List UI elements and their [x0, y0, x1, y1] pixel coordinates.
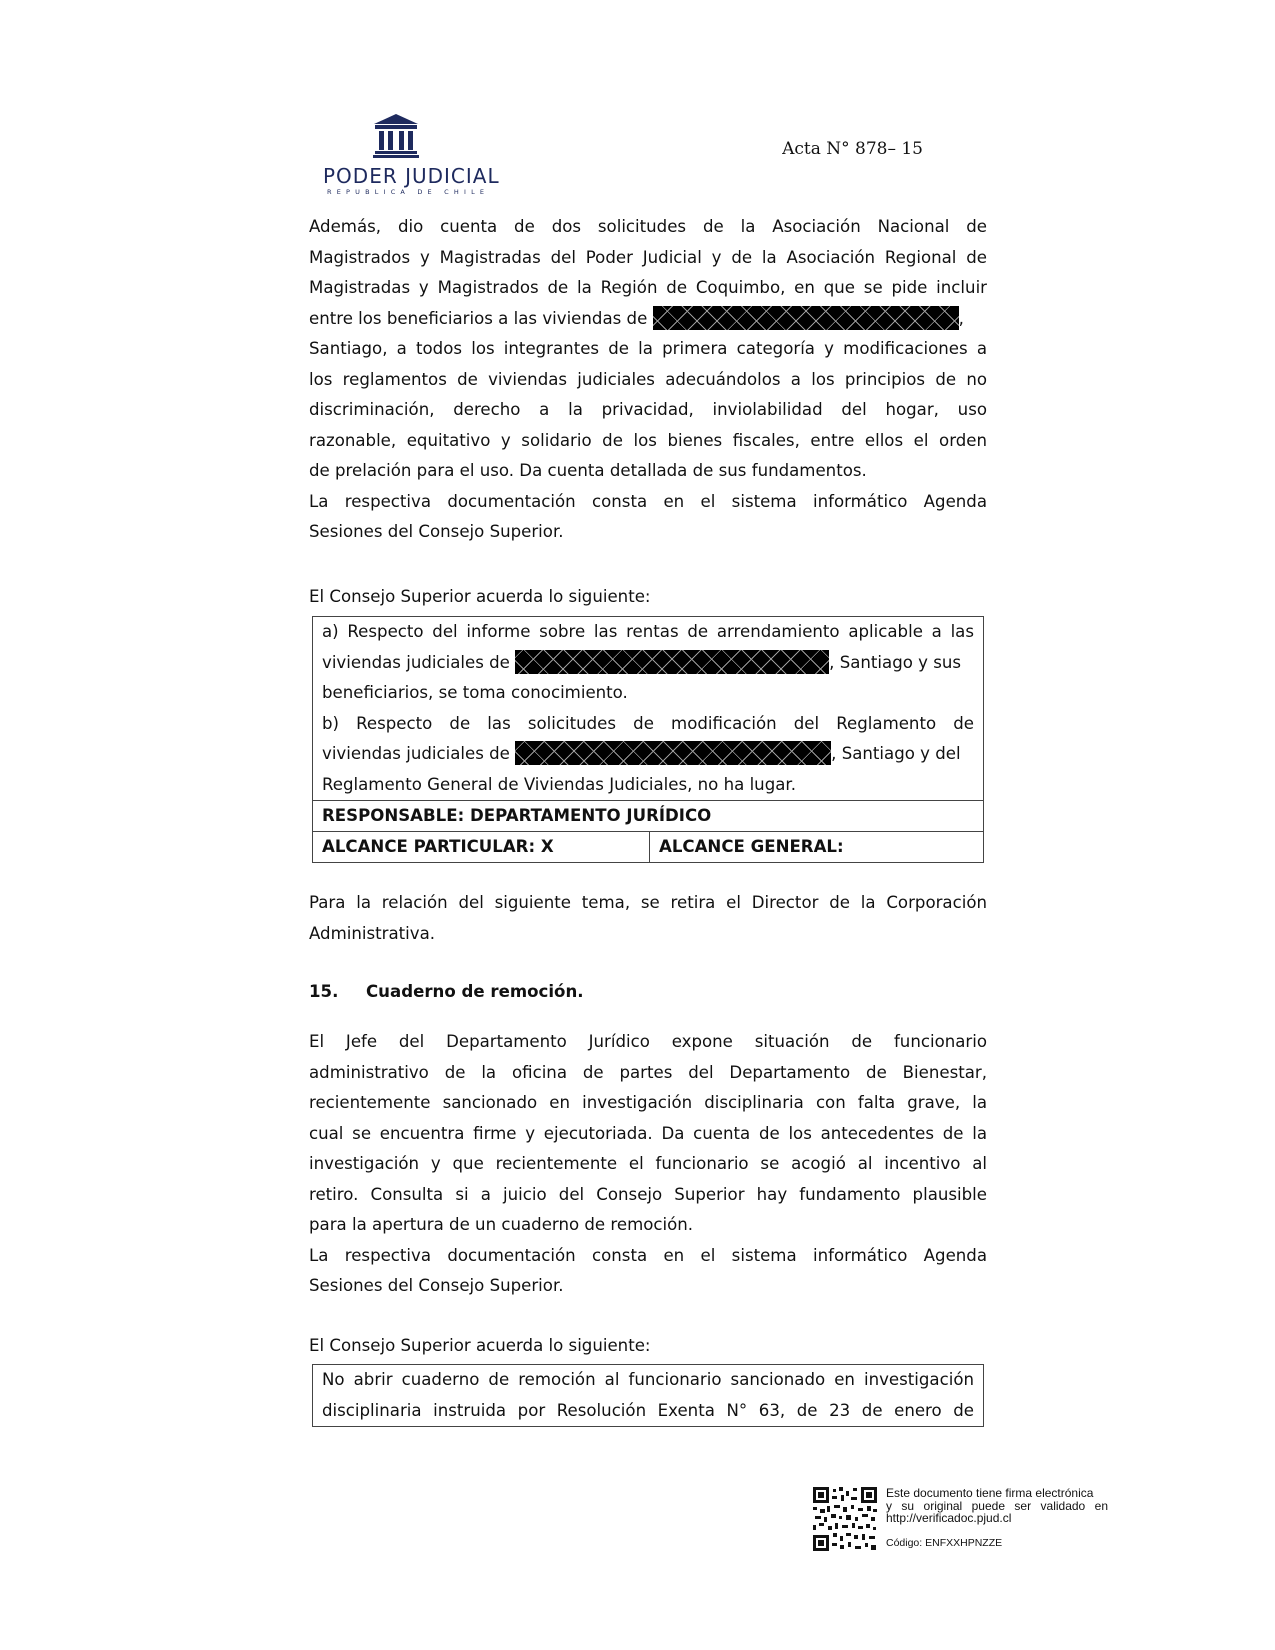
alcance-row	[313, 831, 983, 862]
text-line: Además, dio cuenta de dos solicitudes de la Asociación Nacional de	[309, 217, 987, 236]
text-line: El Jefe del Departamento Jurídico expone situación de funcionario	[309, 1032, 987, 1051]
text-line	[322, 739, 974, 770]
text-fragment: , Santiago y sus	[829, 652, 962, 672]
text-fragment: , Santiago y del	[831, 744, 961, 763]
poder-judicial-logo	[309, 112, 509, 200]
section-15-paragraph	[309, 1027, 987, 1302]
text-line: beneficiarios, se toma conocimiento.	[322, 683, 628, 702]
text-line: disciplinaria instruida por Resolución Exenta N° 63, de 23 de enero de	[322, 1400, 974, 1420]
text-line: recientemente sancionado en investigación disciplinaria con falta grave, la	[309, 1093, 987, 1112]
text-line: Magistrados y Magistradas del Poder Judicial y de la Asociación Regional de	[309, 247, 987, 267]
intro-paragraph	[309, 212, 987, 548]
section-heading	[309, 982, 584, 1001]
agreement-body	[313, 617, 983, 800]
text-line: administrativo de la oficina de partes del Departamento de Bienestar,	[309, 1062, 987, 1082]
text-line: a) Respecto del informe sobre las rentas de arrendamiento aplicable a las	[322, 622, 974, 641]
verification-line: y su original puede ser validado en	[886, 1498, 1108, 1513]
text-line: El Consejo Superior acuerda lo siguiente:	[309, 587, 651, 606]
section-number: 15.	[309, 982, 339, 1001]
text-line: cual se encuentra firme y ejecutoriada. Da cuenta de los antecedentes de la	[309, 1123, 987, 1143]
text-fragment: entre los beneficiarios a las viviendas de	[309, 308, 648, 328]
agreement-box-1	[312, 616, 984, 863]
qr-code-icon	[813, 1487, 877, 1551]
text-line: Santiago, a todos los integrantes de la primera categoría y modificaciones a	[309, 339, 987, 358]
text-line: El Consejo Superior acuerda lo siguiente:	[309, 1336, 651, 1355]
agreement-box-2	[312, 1364, 984, 1427]
courthouse-icon	[371, 112, 421, 158]
redaction-block	[515, 741, 831, 765]
text-line: No abrir cuaderno de remoción al funcionario sancionado en investigación	[322, 1370, 974, 1389]
text-fragment: viviendas judiciales de	[322, 652, 510, 672]
text-line: Sesiones del Consejo Superior.	[309, 522, 564, 541]
text-line: La respectiva documentación consta en el sistema informático Agenda	[309, 491, 987, 511]
alcance-particular: ALCANCE PARTICULAR: X	[313, 832, 650, 862]
logo-title: PODER JUDICIAL	[323, 164, 500, 188]
text-line	[322, 648, 974, 679]
retiro-paragraph	[309, 888, 987, 949]
verification-link[interactable]: http://verificadoc.pjud.cl	[886, 1511, 1012, 1525]
verification-footer	[813, 1487, 1113, 1557]
alcance-general: ALCANCE GENERAL:	[659, 837, 844, 856]
redaction-block	[653, 306, 959, 330]
text-fragment: viviendas judiciales de	[322, 744, 510, 763]
text-line: Para la relación del siguiente tema, se retira el Director de la Corporación	[309, 893, 987, 912]
responsable-value: : DEPARTAMENTO JURÍDICO	[457, 806, 712, 825]
responsable-row	[313, 800, 983, 831]
text-line: b) Respecto de las solicitudes de modificación del Reglamento de	[322, 713, 974, 733]
text-line: Administrativa.	[309, 923, 436, 943]
text-line: discriminación, derecho a la privacidad, inviolabilidad del hogar, uso	[309, 400, 987, 419]
text-line: Sesiones del Consejo Superior.	[309, 1276, 564, 1295]
text-line: investigación y que recientemente el funcionario se acogió al incentivo al	[309, 1154, 987, 1173]
text-line: Reglamento General de Viviendas Judiciales, no ha lugar.	[322, 774, 796, 794]
page-header	[309, 104, 987, 199]
text-line: retiro. Consulta si a juicio del Consejo Superior hay fundamento plausible	[309, 1184, 987, 1204]
acta-number: Acta N° 878– 15	[782, 139, 923, 159]
verification-code: Código: ENFXXHPNZZE	[886, 1537, 1003, 1549]
redaction-block	[515, 650, 829, 674]
agreement-lead-2	[309, 1331, 987, 1362]
agreement-body	[313, 1365, 983, 1426]
agreement-lead-1	[309, 582, 987, 613]
text-line: para la apertura de un cuaderno de remoción.	[309, 1215, 694, 1234]
verification-text	[886, 1487, 1116, 1525]
text-line: Magistradas y Magistrados de la Región de Coquimbo, en que se pide incluir	[309, 278, 987, 297]
logo-subtitle: REPUBLICA DE CHILE	[327, 188, 490, 196]
text-line: La respectiva documentación consta en el sistema informático Agenda	[309, 1245, 987, 1265]
text-fragment: ,	[958, 308, 964, 328]
responsable-label: RESPONSABLE	[322, 806, 458, 825]
text-line: los reglamentos de viviendas judiciales adecuándolos a los principios de no	[309, 369, 987, 389]
text-line: de prelación para el uso. Da cuenta detallada de sus fundamentos.	[309, 461, 867, 480]
verification-line: Este documento tiene firma electrónica	[886, 1486, 1094, 1500]
text-line	[309, 304, 987, 335]
text-line: razonable, equitativo y solidario de los bienes fiscales, entre ellos el orden	[309, 430, 987, 450]
section-title: Cuaderno de remoción.	[366, 982, 584, 1001]
